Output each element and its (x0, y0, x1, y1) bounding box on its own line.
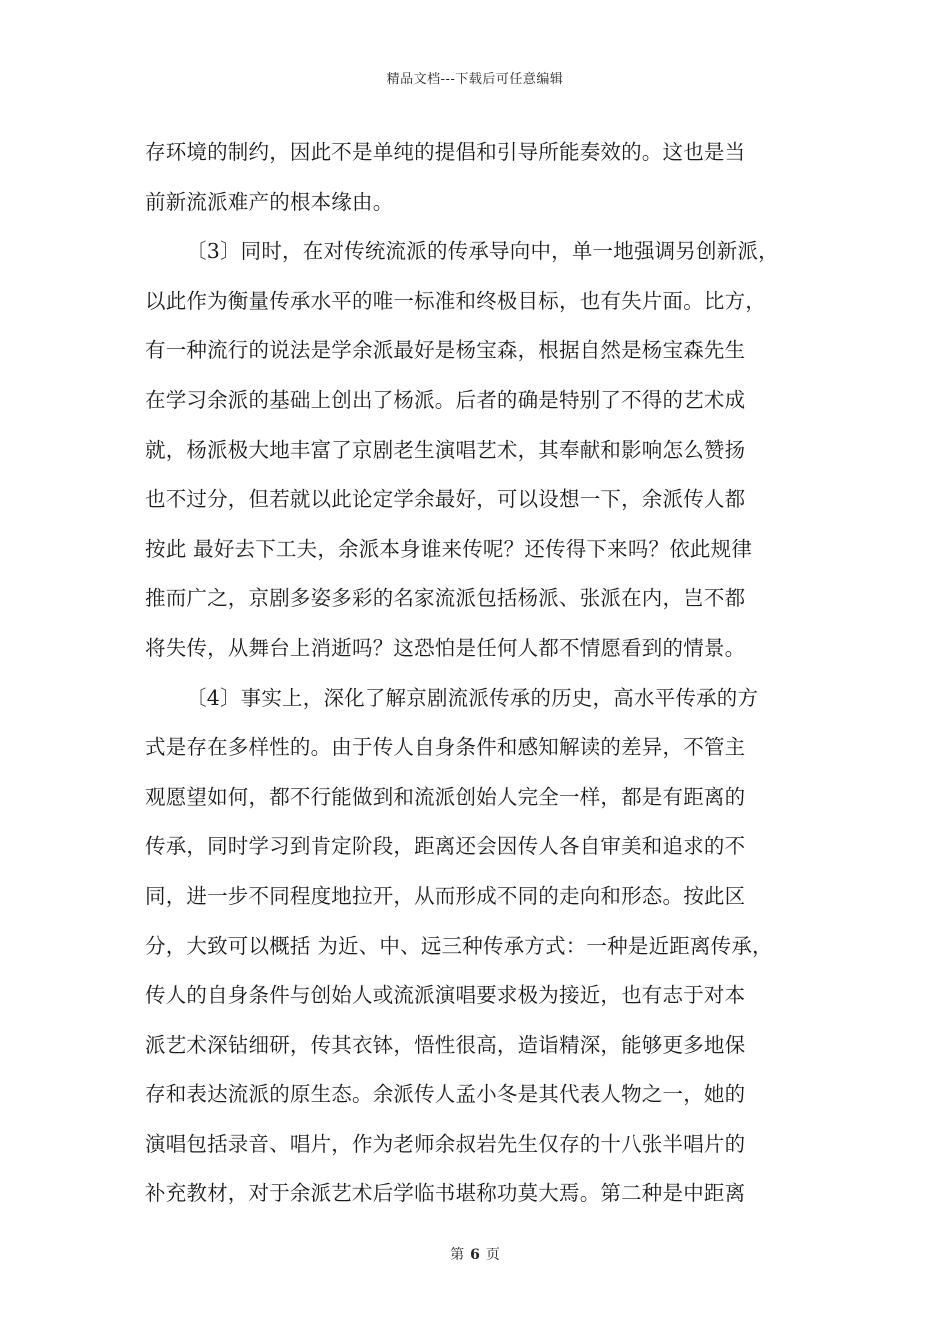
text-line: 派艺术深钻细研，传其衣钵，悟性很高，造诣精深，能够更多地保 (145, 1032, 746, 1057)
text-line: 观愿望如何，都不行能做到和流派创始人完全一样，都是有距离的 (145, 784, 746, 809)
text-line: 存环境的制约，因此不是单纯的提倡和引导所能奏效的。这也是当 (145, 140, 746, 164)
text-line: 以此作为衡量传承水平的唯一标准和终极目标，也有失片面。比方， (145, 288, 766, 313)
text-line: 同，进一步不同程度地拉开，从而形成不同的走向和形态。按此区 (145, 883, 746, 908)
text-line: 有一种流行的说法是学余派最好是杨宝森，根据自然是杨宝森先生 (145, 338, 746, 363)
text-line: 将失传，从舞台上消逝吗？这恐怕是任何人都不情愿看到的情景。 (145, 635, 746, 660)
text-line: 按此 最好去下工夫，余派本身谁来传呢？还传得下来吗？依此规律 (145, 536, 753, 561)
document-body (145, 128, 810, 1219)
text-line: 存和表达流派的原生态。余派传人孟小冬是其代表人物之一，她的 (145, 1082, 746, 1107)
page-header: 精品文档---下载后可任意编辑 (386, 72, 564, 87)
paragraph-start-line: 〔3〕同时，在对传统流派的传承导向中，单一地强调另创新派， (186, 239, 779, 264)
text-line: 式是存在多样性的。由于传人自身条件和感知解读的差异，不管主 (145, 735, 746, 760)
text-line: 推而广之，京剧多姿多彩的名家流派包括杨派、张派在内，岂不都 (145, 586, 746, 611)
text-line: 补充教材，对于余派艺术后学临书堪称功莫大焉。第二种是中距离 (145, 1181, 746, 1206)
page-prefix: 第 (450, 1247, 465, 1263)
text-line: 在学习余派的基础上创出了杨派。后者的确是特别了不得的艺术成 (145, 387, 746, 412)
text-line: 演唱包括录音、唱片，作为老师余叔岩先生仅存的十八张半唱片的 (145, 1131, 746, 1156)
text-line: 前新流派难产的根本缘由。 (145, 189, 394, 214)
text-line: 传承，同时学习到肯定阶段，距离还会因传人各自审美和追求的不 (145, 834, 746, 859)
page-number: 6 (470, 1247, 480, 1263)
text-line: 也不过分，但若就以此论定学余最好，可以设想一下，余派传人都 (145, 487, 746, 512)
text-line: 就，杨派极大地丰富了京剧老生演唱艺术，其奉献和影响怎么赞扬 (145, 437, 746, 462)
paragraph-start-line: 〔4〕事实上，深化了解京剧流派传承的历史，高水平传承的方 (186, 685, 759, 710)
text-line: 分，大致可以概括 为近、中、远三种传承方式：一种是近距离传承， (145, 933, 773, 958)
page-footer (0, 1244, 950, 1264)
text-line: 传人的自身条件与创始人或流派演唱要求极为接近，也有志于对本 (145, 983, 746, 1008)
page-suffix: 页 (485, 1247, 500, 1263)
